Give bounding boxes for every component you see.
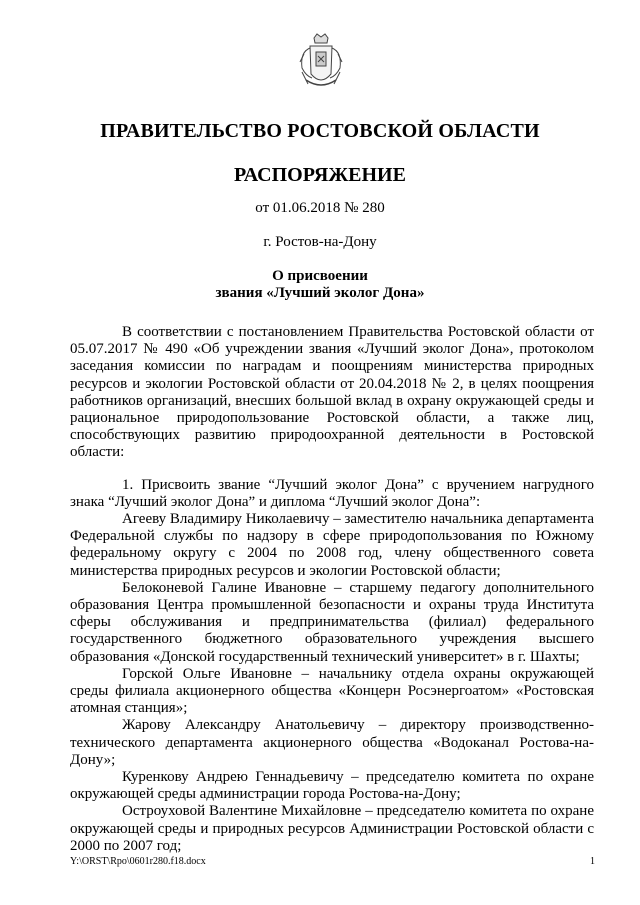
awardee-paragraph: Жарову Александру Анатольевичу – директору производственно-технического департамента акционерного общества «Водоканал Ростова-на-Дону»; <box>70 717 594 768</box>
document-subject <box>0 268 640 302</box>
org-title: ПРАВИТЕЛЬСТВО РОСТОВСКОЙ ОБЛАСТИ <box>100 120 540 142</box>
awardee-paragraph: Агееву Владимиру Николаевичу – заместителю начальника департамента Федеральной службы по надзору в сфере природопользования по Южному федеральному округу с 2004 по 2008 год, члену общественного совета министерства природных ресурсов и экологии Ростовской области; <box>70 511 594 579</box>
coat-of-arms-icon <box>298 32 344 92</box>
document-body <box>70 324 594 855</box>
awardee-paragraph: Куренкову Андрею Геннадьевичу – председателю комитета по охране окружающей среды администрации города Ростова-на-Дону; <box>70 769 594 803</box>
footer-file-path: Y:\ORST\Rpo\0601r280.f18.docx <box>70 856 206 867</box>
awardee-paragraph: Белоконевой Галине Ивановне – старшему педагогу дополнительного образования Центра промышленной безопасности и охраны труда Института сферы обслуживания и предпринимательства (филиал) федерального государственного бюджетного образовательного учреждения высшего образования «Донской государственный технический университет» в г. Шахты; <box>70 579 594 665</box>
document-date-number: от 01.06.2018 № 280 <box>255 200 385 216</box>
subject-line-1: О присвоении <box>272 268 368 284</box>
awardee-paragraph: Горской Ольге Ивановне – начальнику отдела охраны окружающей среды филиала акционерного общества «Концерн Росэнергоатом» «Ростовская атомная станция»; <box>70 665 594 717</box>
subject-line-2: звания «Лучший эколог Дона» <box>215 285 425 301</box>
awardee-paragraph: Остроуховой Валентине Михайловне – председателю комитета по охране окружающей среды и природных ресурсов Администрации Ростовской области с 2000 по 2007 год; <box>70 803 594 854</box>
document-type: РАСПОРЯЖЕНИЕ <box>234 164 406 186</box>
preamble-paragraph: В соответствии с постановлением Правительства Ростовской области от 05.07.2017 № 490 «Об учреждении звания «Лучший эколог Дона», протоколом заседания комиссии по наградам и поощрениям министерства природных ресурсов и экологии Ростовской области от 20.04.2018 № 2, в целях поощрения работников организаций, внесших большой вклад в охрану окружающей среды и рациональное природопользование Ростовской области, а также лиц, способствующих развитию природоохранной деятельности в Ростовской области: <box>70 324 594 461</box>
document-city: г. Ростов-на-Дону <box>263 234 377 250</box>
item-1-paragraph: 1. Присвоить звание “Лучший эколог Дона” с вручением нагрудного знака “Лучший эколог Дона” и диплома “Лучший эколог Дона”: <box>70 476 594 510</box>
page-number: 1 <box>590 856 595 867</box>
